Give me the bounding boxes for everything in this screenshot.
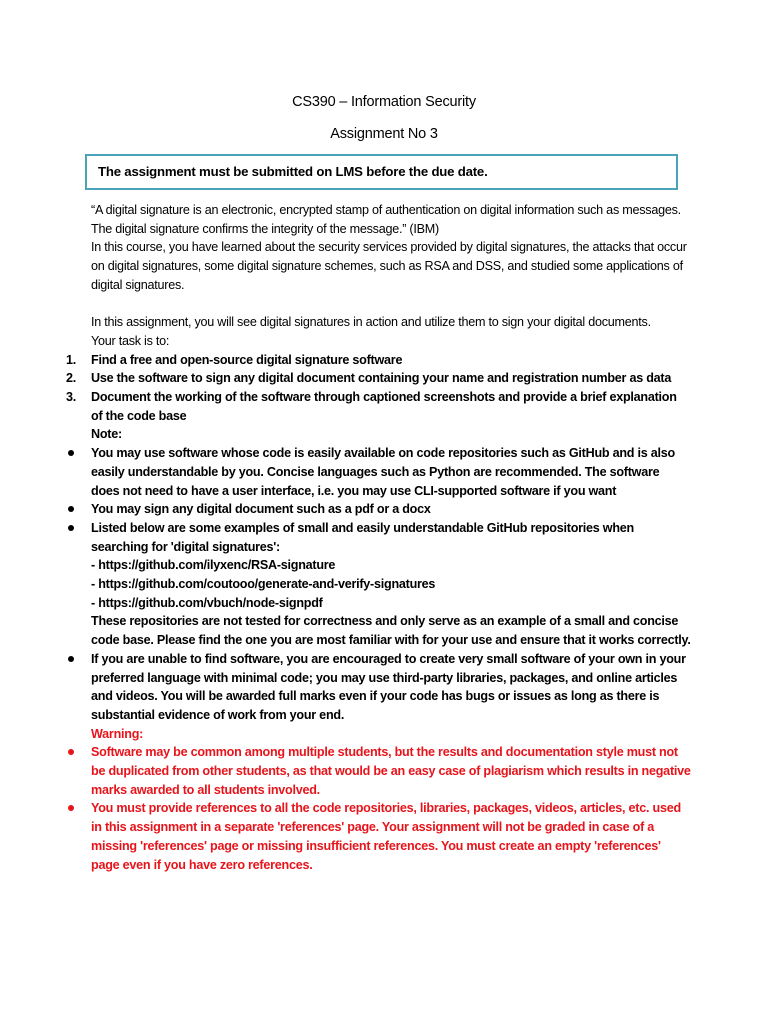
warning-item	[91, 743, 691, 799]
note-text: You may use software whose code is easily available on code repositories such as GitHub and is also easily understandable by you. Concise languages such as Python are recommended. The software does not need to have a user interface, i.e. you may use CLI-supported software if you want	[91, 446, 675, 498]
note-text: You may sign any digital document such as a pdf or a docx	[91, 502, 431, 517]
bullet-icon	[68, 749, 74, 755]
note-item	[91, 650, 691, 725]
bullet-icon	[68, 450, 74, 456]
repo-link: - https://github.com/vbuch/node-signpdf	[91, 595, 323, 610]
document-body	[66, 201, 691, 874]
note-followup-text: These repositories are not tested for correctness and only serve as an example of a small and concise code base. Please find the one you are most familiar with for your use and ensure that it works correctly.	[91, 614, 691, 648]
note-item	[91, 444, 691, 500]
submission-notice-text: The assignment must be submitted on LMS before the due date.	[98, 164, 488, 179]
warning-text: You must provide references to all the code repositories, libraries, packages, videos, articles, etc. used in this assignment in a separate 'references' page. Your assignment will not be graded in case of a missing 'references' page or missing insufficient references. You must create an empty 'references' page even if you have zero references.	[91, 801, 681, 872]
task-number: 2.	[66, 371, 77, 386]
note-item	[91, 519, 691, 650]
repo-link: - https://github.com/ilyxenc/RSA-signature	[91, 558, 336, 573]
note-heading: Note:	[91, 427, 122, 442]
task-heading: Your task is to:	[91, 333, 170, 348]
task-number: 1.	[66, 352, 77, 367]
task-item	[66, 369, 691, 388]
note-text: If you are unable to find software, you are encouraged to create very small software of your own in your preferred language with minimal code; you may use third-party libraries, packages, and online articles and videos. You will be awarded full marks even if your code has bugs or issues as long as there is substantial evidence of work from your end.	[91, 651, 686, 722]
submission-notice-box	[85, 154, 678, 190]
task-item	[66, 351, 691, 370]
intro-quote: “A digital signature is an electronic, encrypted stamp of authentication on digital information such as messages. The digital signature confirms the integrity of the message.” (IBM)	[91, 203, 681, 236]
bullet-icon	[68, 506, 74, 512]
task-number: 3.	[66, 390, 77, 405]
task-item	[66, 388, 691, 425]
task-text: Find a free and open-source digital signature software	[91, 352, 403, 367]
page-subtitle: Assignment No 3	[330, 126, 438, 142]
page-title: CS390 – Information Security	[292, 94, 476, 110]
intro-course-text: In this course, you have learned about the security services provided by digital signatures, the attacks that occur on digital signatures, some digital signature schemes, such as RSA and DSS, and studied some applications of digital signatures.	[91, 240, 687, 292]
task-text: Document the working of the software through captioned screenshots and provide a brief explanation of the code base	[91, 390, 677, 423]
task-text: Use the software to sign any digital document containing your name and registration number as data	[91, 371, 672, 386]
bullet-icon	[68, 656, 74, 662]
intro-assignment-text: In this assignment, you will see digital signatures in action and utilize them to sign your digital documents.	[91, 315, 651, 330]
note-item	[91, 500, 691, 519]
bullet-icon	[68, 805, 74, 811]
paragraph-gap	[91, 295, 691, 314]
note-text: Listed below are some examples of small and easily understandable GitHub repositories when searching for 'digital signatures':	[91, 520, 634, 554]
repo-link: - https://github.com/coutooo/generate-and-verify-signatures	[91, 577, 436, 592]
warning-heading: Warning:	[91, 726, 144, 741]
warning-text: Software may be common among multiple students, but the results and documentation style must not be duplicated from other students, as that would be an easy case of plagiarism which results in negative marks awarded to all students involved.	[91, 745, 691, 797]
bullet-icon	[68, 525, 74, 531]
warning-item	[91, 799, 691, 874]
